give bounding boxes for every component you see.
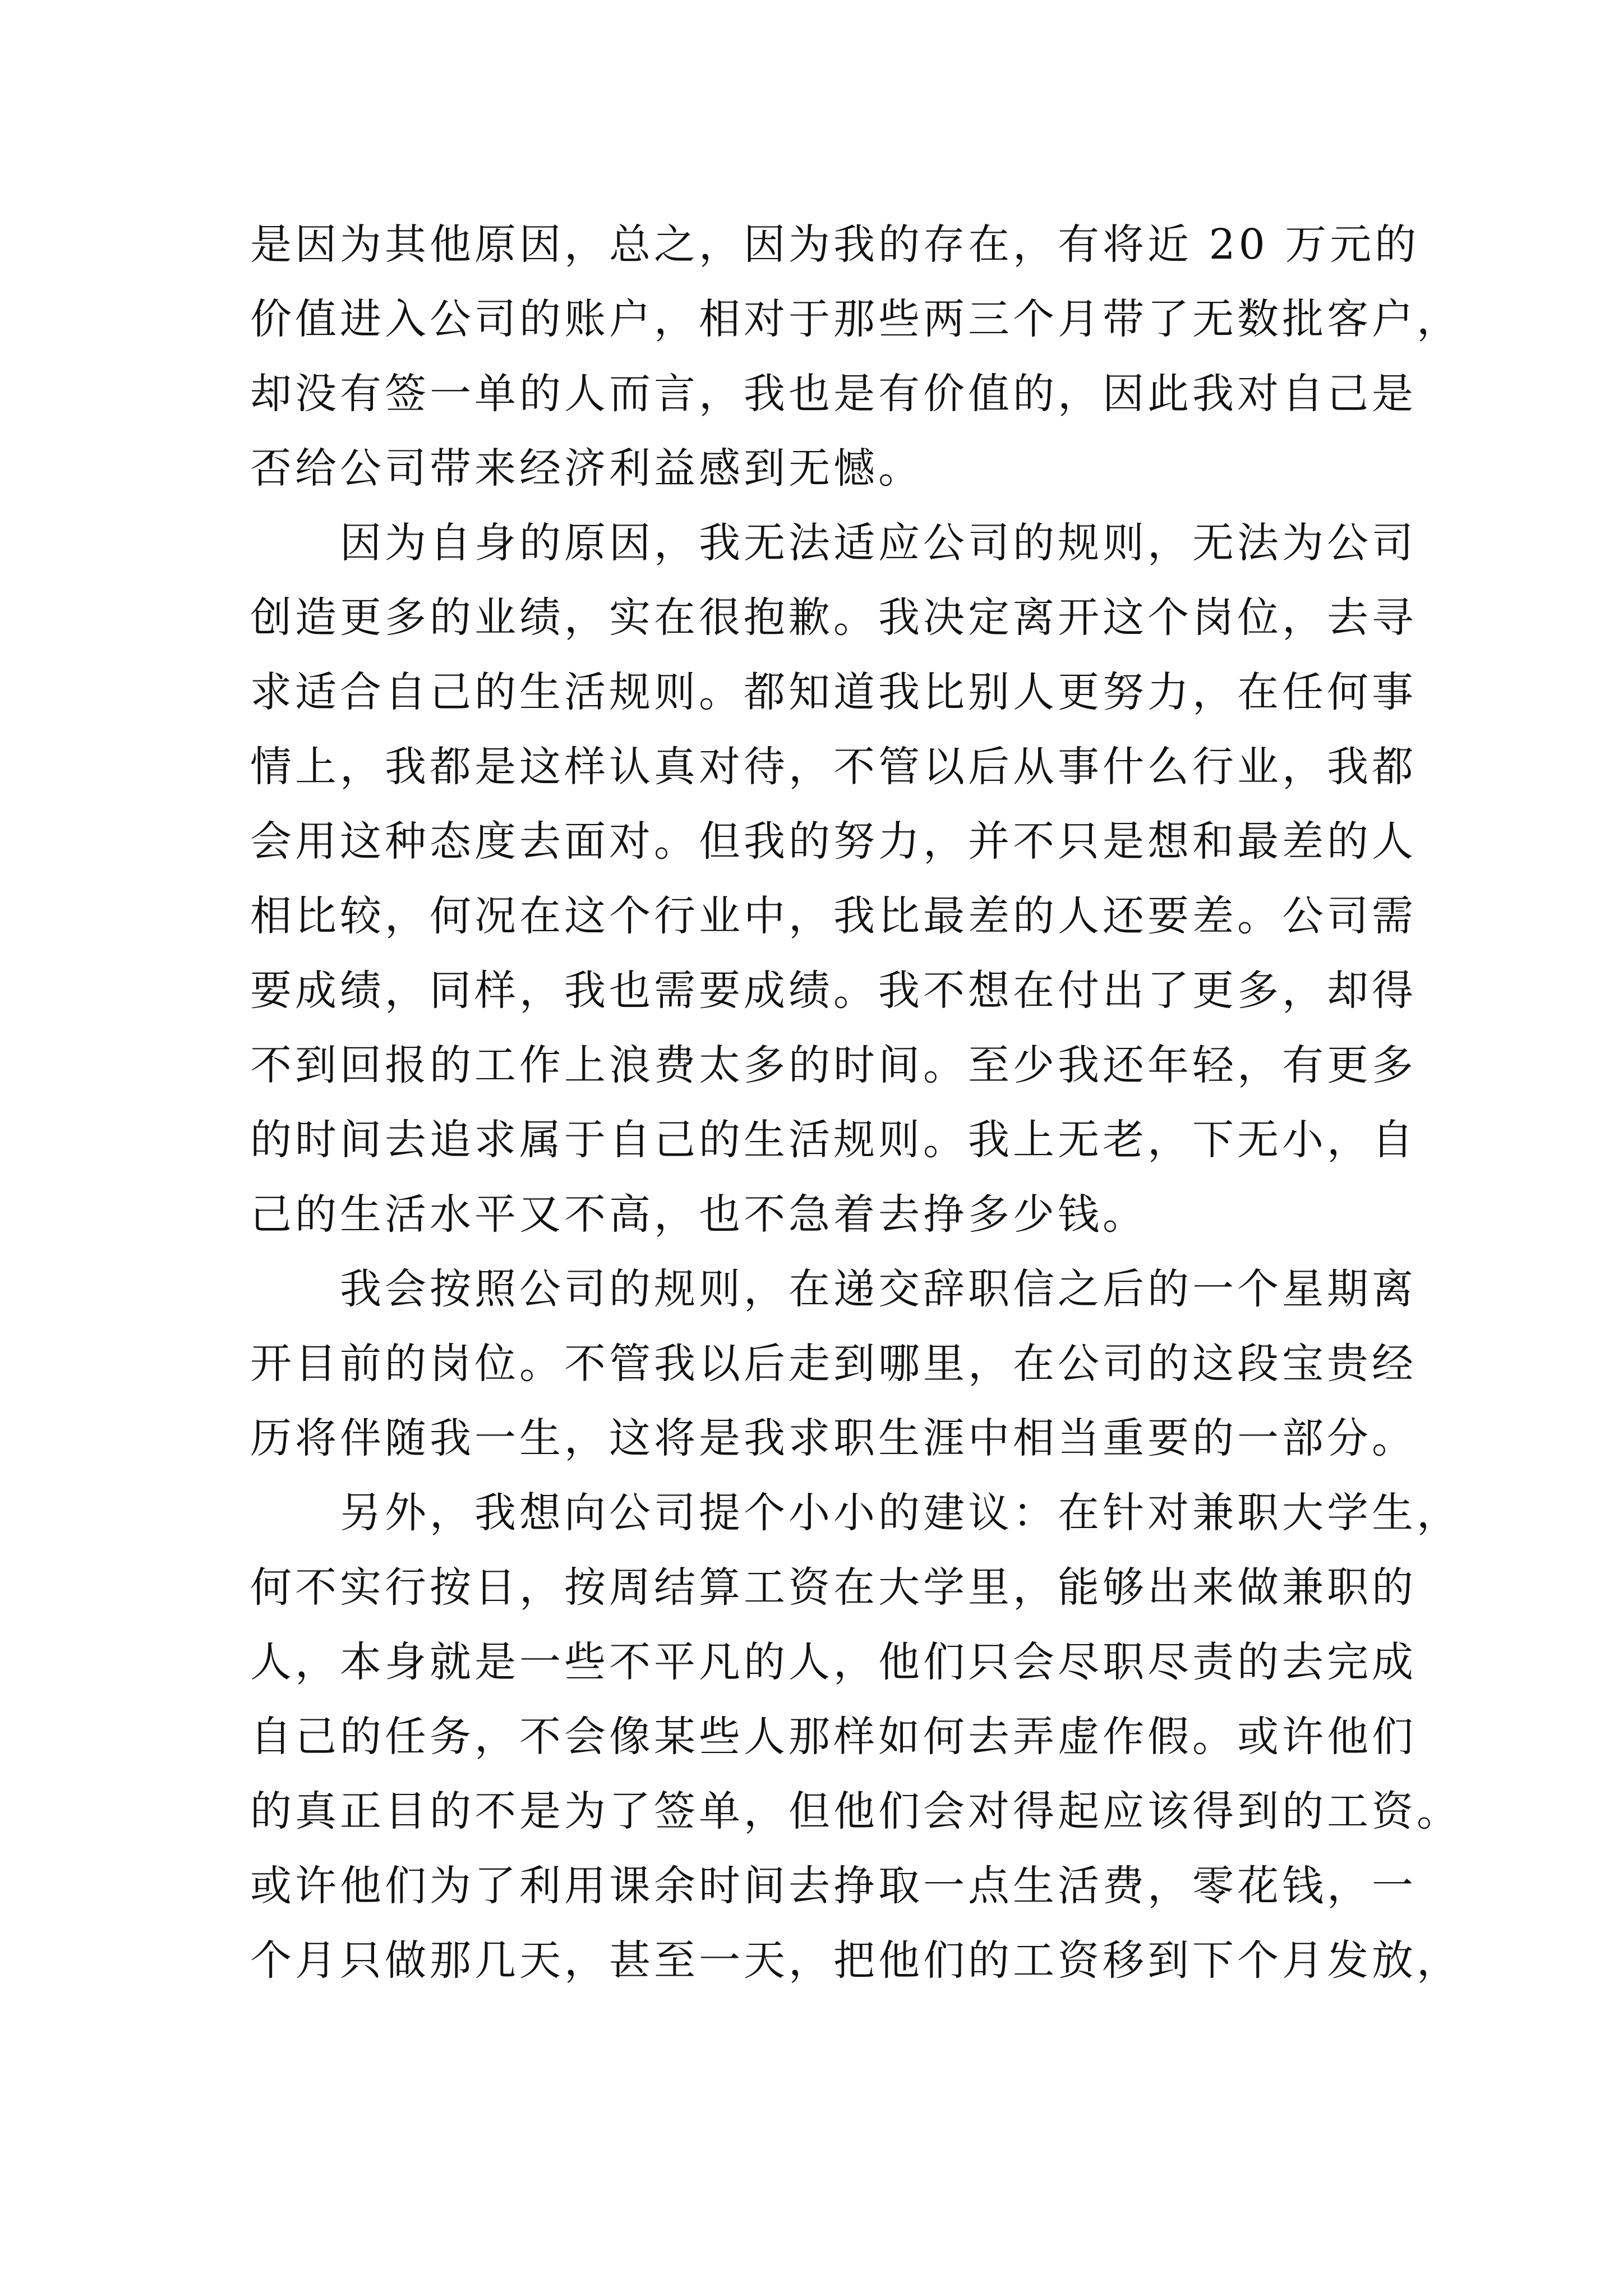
text-line: 或许他们为了利用课余时间去挣取一点生活费，零花钱，一: [250, 1862, 1417, 1910]
text-line: 求适合自己的生活规则。都知道我比别人更努力，在任何事: [250, 668, 1417, 716]
text-line: 人，本身就是一些不平凡的人，他们只会尽职尽责的去完成: [250, 1638, 1417, 1686]
text-line: 何不实行按日，按周结算工资在大学里，能够出来做兼职的: [250, 1563, 1417, 1612]
text-line: 价值进入公司的账户，相对于那些两三个月带了无数批客户，: [250, 295, 1461, 343]
text-line: 要成绩，同样，我也需要成绩。我不想在付出了更多，却得: [250, 967, 1417, 1015]
text-line: 否给公司带来经济利益感到无憾。: [250, 444, 923, 493]
text-line: 不到回报的工作上浪费太多的时间。至少我还年轻，有更多: [250, 1041, 1417, 1089]
text-line: 我会按照公司的规则，在递交辞职信之后的一个星期离: [250, 1265, 1417, 1313]
text-line: 却没有签一单的人而言，我也是有价值的，因此我对自己是: [250, 370, 1417, 418]
text-line: 会用这种态度去面对。但我的努力，并不只是想和最差的人: [250, 817, 1417, 866]
text-line: 的时间去追求属于自己的生活规则。我上无老，下无小，自: [250, 1116, 1417, 1164]
text-line: 创造更多的业绩，实在很抱歉。我决定离开这个岗位，去寻: [250, 593, 1417, 642]
text-line: 情上，我都是这样认真对待，不管以后从事什么行业，我都: [250, 743, 1417, 791]
text-line: 自己的任务，不会像某些人那样如何去弄虚作假。或许他们: [250, 1713, 1417, 1761]
text-line: 的真正目的不是为了签单，但他们会对得起应该得到的工资。: [250, 1787, 1461, 1835]
text-line: 另外，我想向公司提个小小的建议：在针对兼职大学生，: [250, 1489, 1461, 1537]
text-line: 相比较，何况在这个行业中，我比最差的人还要差。公司需: [250, 892, 1417, 940]
text-line: 开目前的岗位。不管我以后走到哪里，在公司的这段宝贵经: [250, 1340, 1417, 1388]
text-line: 个月只做那几天，甚至一天，把他们的工资移到下个月发放，: [250, 1936, 1461, 1985]
document-body: [250, 208, 1461, 1998]
text-line: 是因为其他原因，总之，因为我的存在，有将近 20 万元的: [250, 220, 1420, 269]
text-line: 己的生活水平又不高，也不急着去挣多少钱。: [250, 1190, 1147, 1239]
text-line: 因为自身的原因，我无法适应公司的规则，无法为公司: [250, 519, 1417, 567]
text-line: 历将伴随我一生，这将是我求职生涯中相当重要的一部分。: [250, 1414, 1417, 1462]
